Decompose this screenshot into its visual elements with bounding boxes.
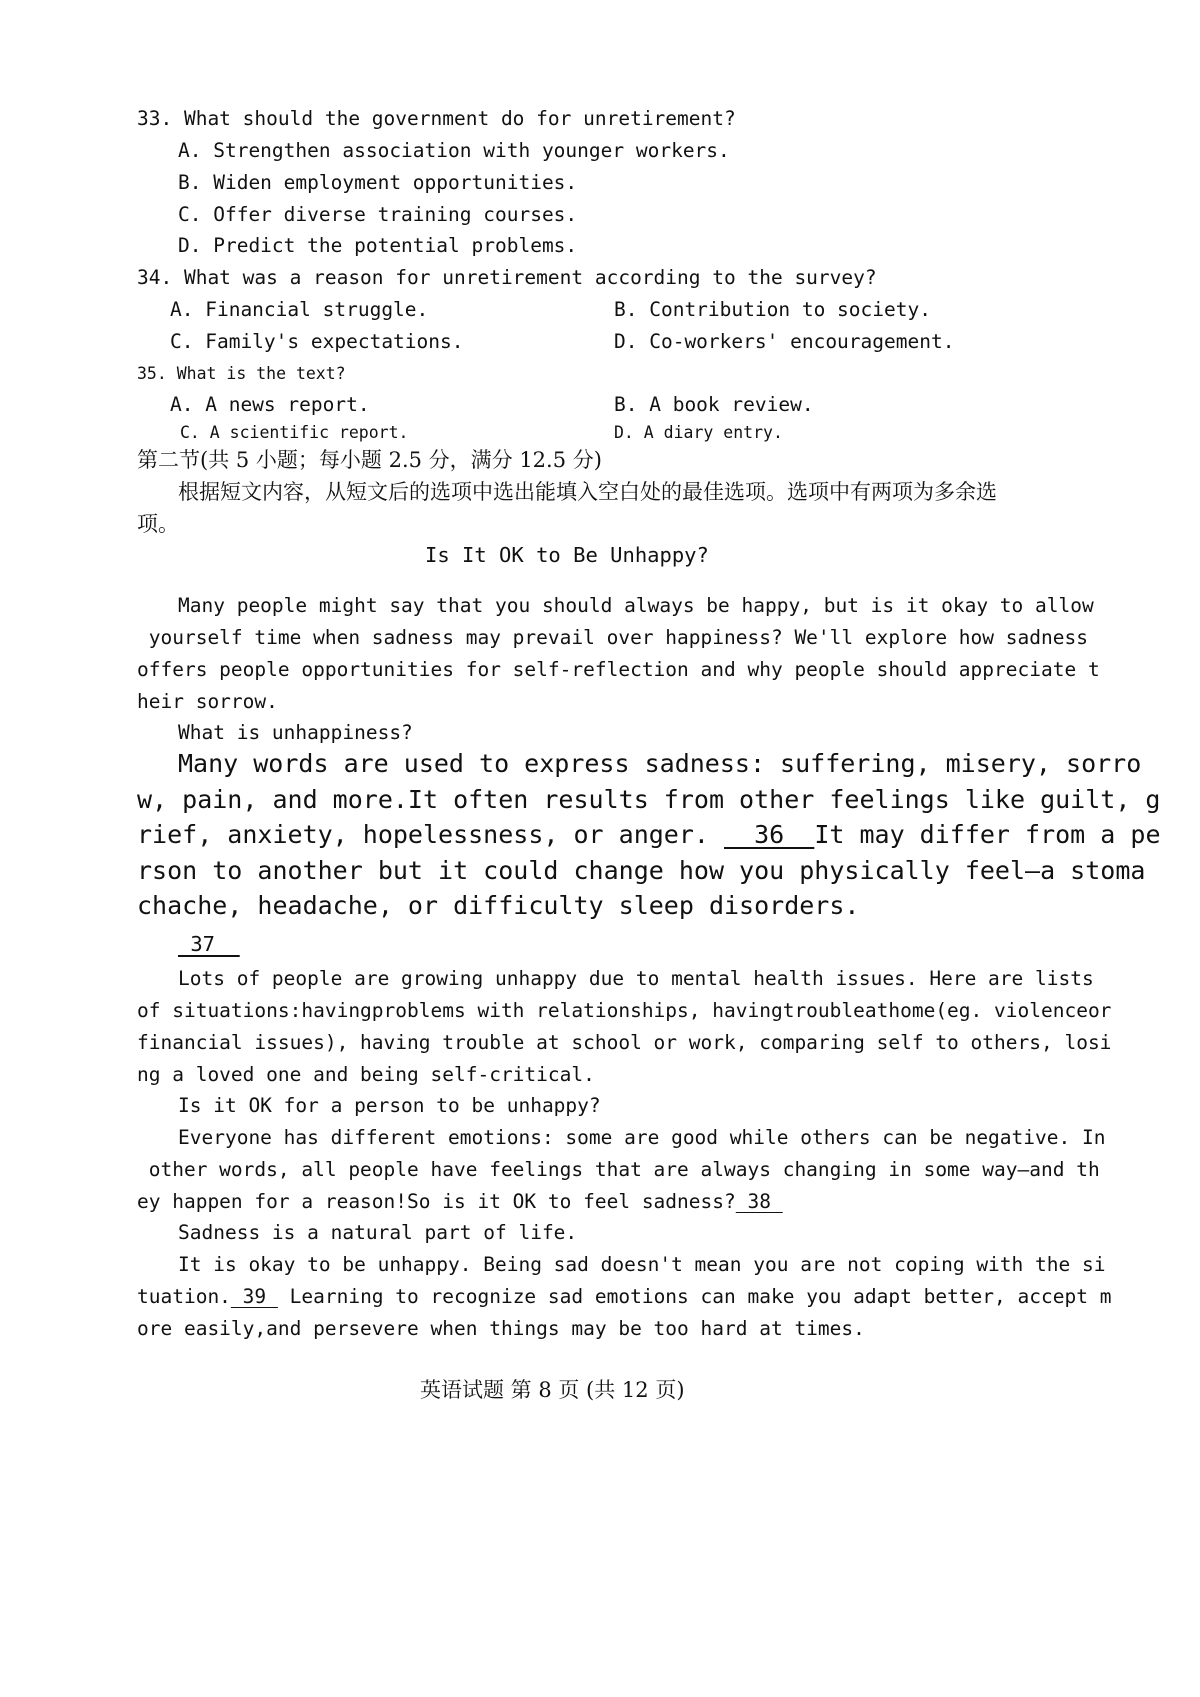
- passage-p5-line1: It is okay to be unhappy. Being sad doesn't mean you are not coping with the si: [178, 1253, 1106, 1276]
- q34-option-b: B. Contribution to society.: [614, 298, 931, 321]
- passage-p2-line1: Many words are used to express sadness: suffering, misery, sorro: [178, 749, 1142, 778]
- blank-37: 37: [178, 932, 240, 956]
- q33-stem: 33. What should the government do for unretirement?: [137, 107, 736, 130]
- q33-option-a: A. Strengthen association with younger workers.: [178, 139, 730, 162]
- passage-title: Is It OK to Be Unhappy?: [425, 543, 709, 567]
- passage-p5-line3: ore easily,and persevere when things may be too hard at times.: [137, 1317, 865, 1340]
- blank-38: 38: [735, 1190, 783, 1213]
- blank-37-line: [178, 932, 240, 956]
- passage-p5-line2-text-cont: Learning to recognize sad emotions can make you adapt better, accept m: [277, 1285, 1112, 1308]
- passage-p2-line3-text: rief, anxiety, hopelessness, or anger.: [137, 820, 724, 849]
- q35-option-d: D. A diary entry.: [614, 423, 783, 442]
- q33-option-b: B. Widen employment opportunities.: [178, 171, 578, 194]
- passage-p5-line2: [137, 1285, 1111, 1309]
- passage-p3-line4: ng a loved one and being self-critical.: [137, 1063, 595, 1086]
- subheading-what-is-unhappiness: What is unhappiness?: [178, 721, 413, 744]
- section2-instruction-cont: 项。: [137, 512, 179, 536]
- passage-p1-line1: Many people might say that you should always be happy, but is it okay to allow: [178, 594, 1094, 617]
- passage-p4-line3: [137, 1190, 783, 1214]
- blank-36: 36: [724, 820, 815, 849]
- passage-p2-line3-text-cont: It may differ from a pe: [814, 820, 1161, 849]
- passage-p5-line2-text: tuation.: [137, 1285, 231, 1308]
- q35-option-a: A. A news report.: [170, 393, 370, 416]
- passage-p2-line3: [137, 820, 1161, 850]
- passage-p2-line4: rson to another but it could change how you physically feel—a stoma: [137, 856, 1146, 885]
- passage-p2-line2: w, pain, and more.It often results from other feelings like guilt, g: [137, 785, 1161, 814]
- subheading-sadness-natural: Sadness is a natural part of life.: [178, 1221, 578, 1244]
- q34-option-d: D. Co-workers' encouragement.: [614, 330, 955, 353]
- q33-option-c: C. Offer diverse training courses.: [178, 203, 578, 226]
- passage-p3-line1: Lots of people are growing unhappy due to mental health issues. Here are lists: [178, 967, 1094, 990]
- passage-p1-line2: yourself time when sadness may prevail over happiness? We'll explore how sadness: [137, 626, 1088, 649]
- passage-p3-line2: of situations:havingproblems with relationships, havingtroubleathome(eg. violenceor: [137, 999, 1112, 1022]
- page-footer: 英语试题 第 8 页 (共 12 页): [420, 1378, 685, 1402]
- section2-heading: 第二节(共 5 小题；每小题 2.5 分，满分 12.5 分): [137, 448, 602, 472]
- q35-option-b: B. A book review.: [614, 393, 814, 416]
- passage-p4-line2: other words, all people have feelings that are always changing in some way—and th: [137, 1158, 1100, 1181]
- q34-option-a: A. Financial struggle.: [170, 298, 429, 321]
- q34-option-c: C. Family's expectations.: [170, 330, 464, 353]
- passage-p1-line4: heir sorrow.: [137, 690, 278, 713]
- section2-instruction: 根据短文内容，从短文后的选项中选出能填入空白处的最佳选项。选项中有两项为多余选: [178, 480, 997, 504]
- q33-option-d: D. Predict the potential problems.: [178, 234, 578, 257]
- passage-p1-line3: offers people opportunities for self-reflection and why people should appreciate t: [137, 658, 1100, 681]
- q35-stem: 35. What is the text?: [137, 364, 346, 383]
- subheading-is-it-ok: Is it OK for a person to be unhappy?: [178, 1094, 601, 1117]
- passage-p3-line3: financial issues), having trouble at school or work, comparing self to others, losi: [137, 1031, 1112, 1054]
- passage-p4-line1: Everyone has different emotions: some are good while others can be negative. In: [178, 1126, 1106, 1149]
- passage-p4-line3-text: ey happen for a reason!So is it OK to feel sadness?: [137, 1190, 736, 1213]
- passage-p2-line5: chache, headache, or difficulty sleep disorders.: [137, 891, 860, 920]
- blank-39: 39: [230, 1285, 278, 1308]
- q34-stem: 34. What was a reason for unretirement according to the survey?: [137, 266, 877, 289]
- q35-option-c: C. A scientific report.: [180, 423, 409, 442]
